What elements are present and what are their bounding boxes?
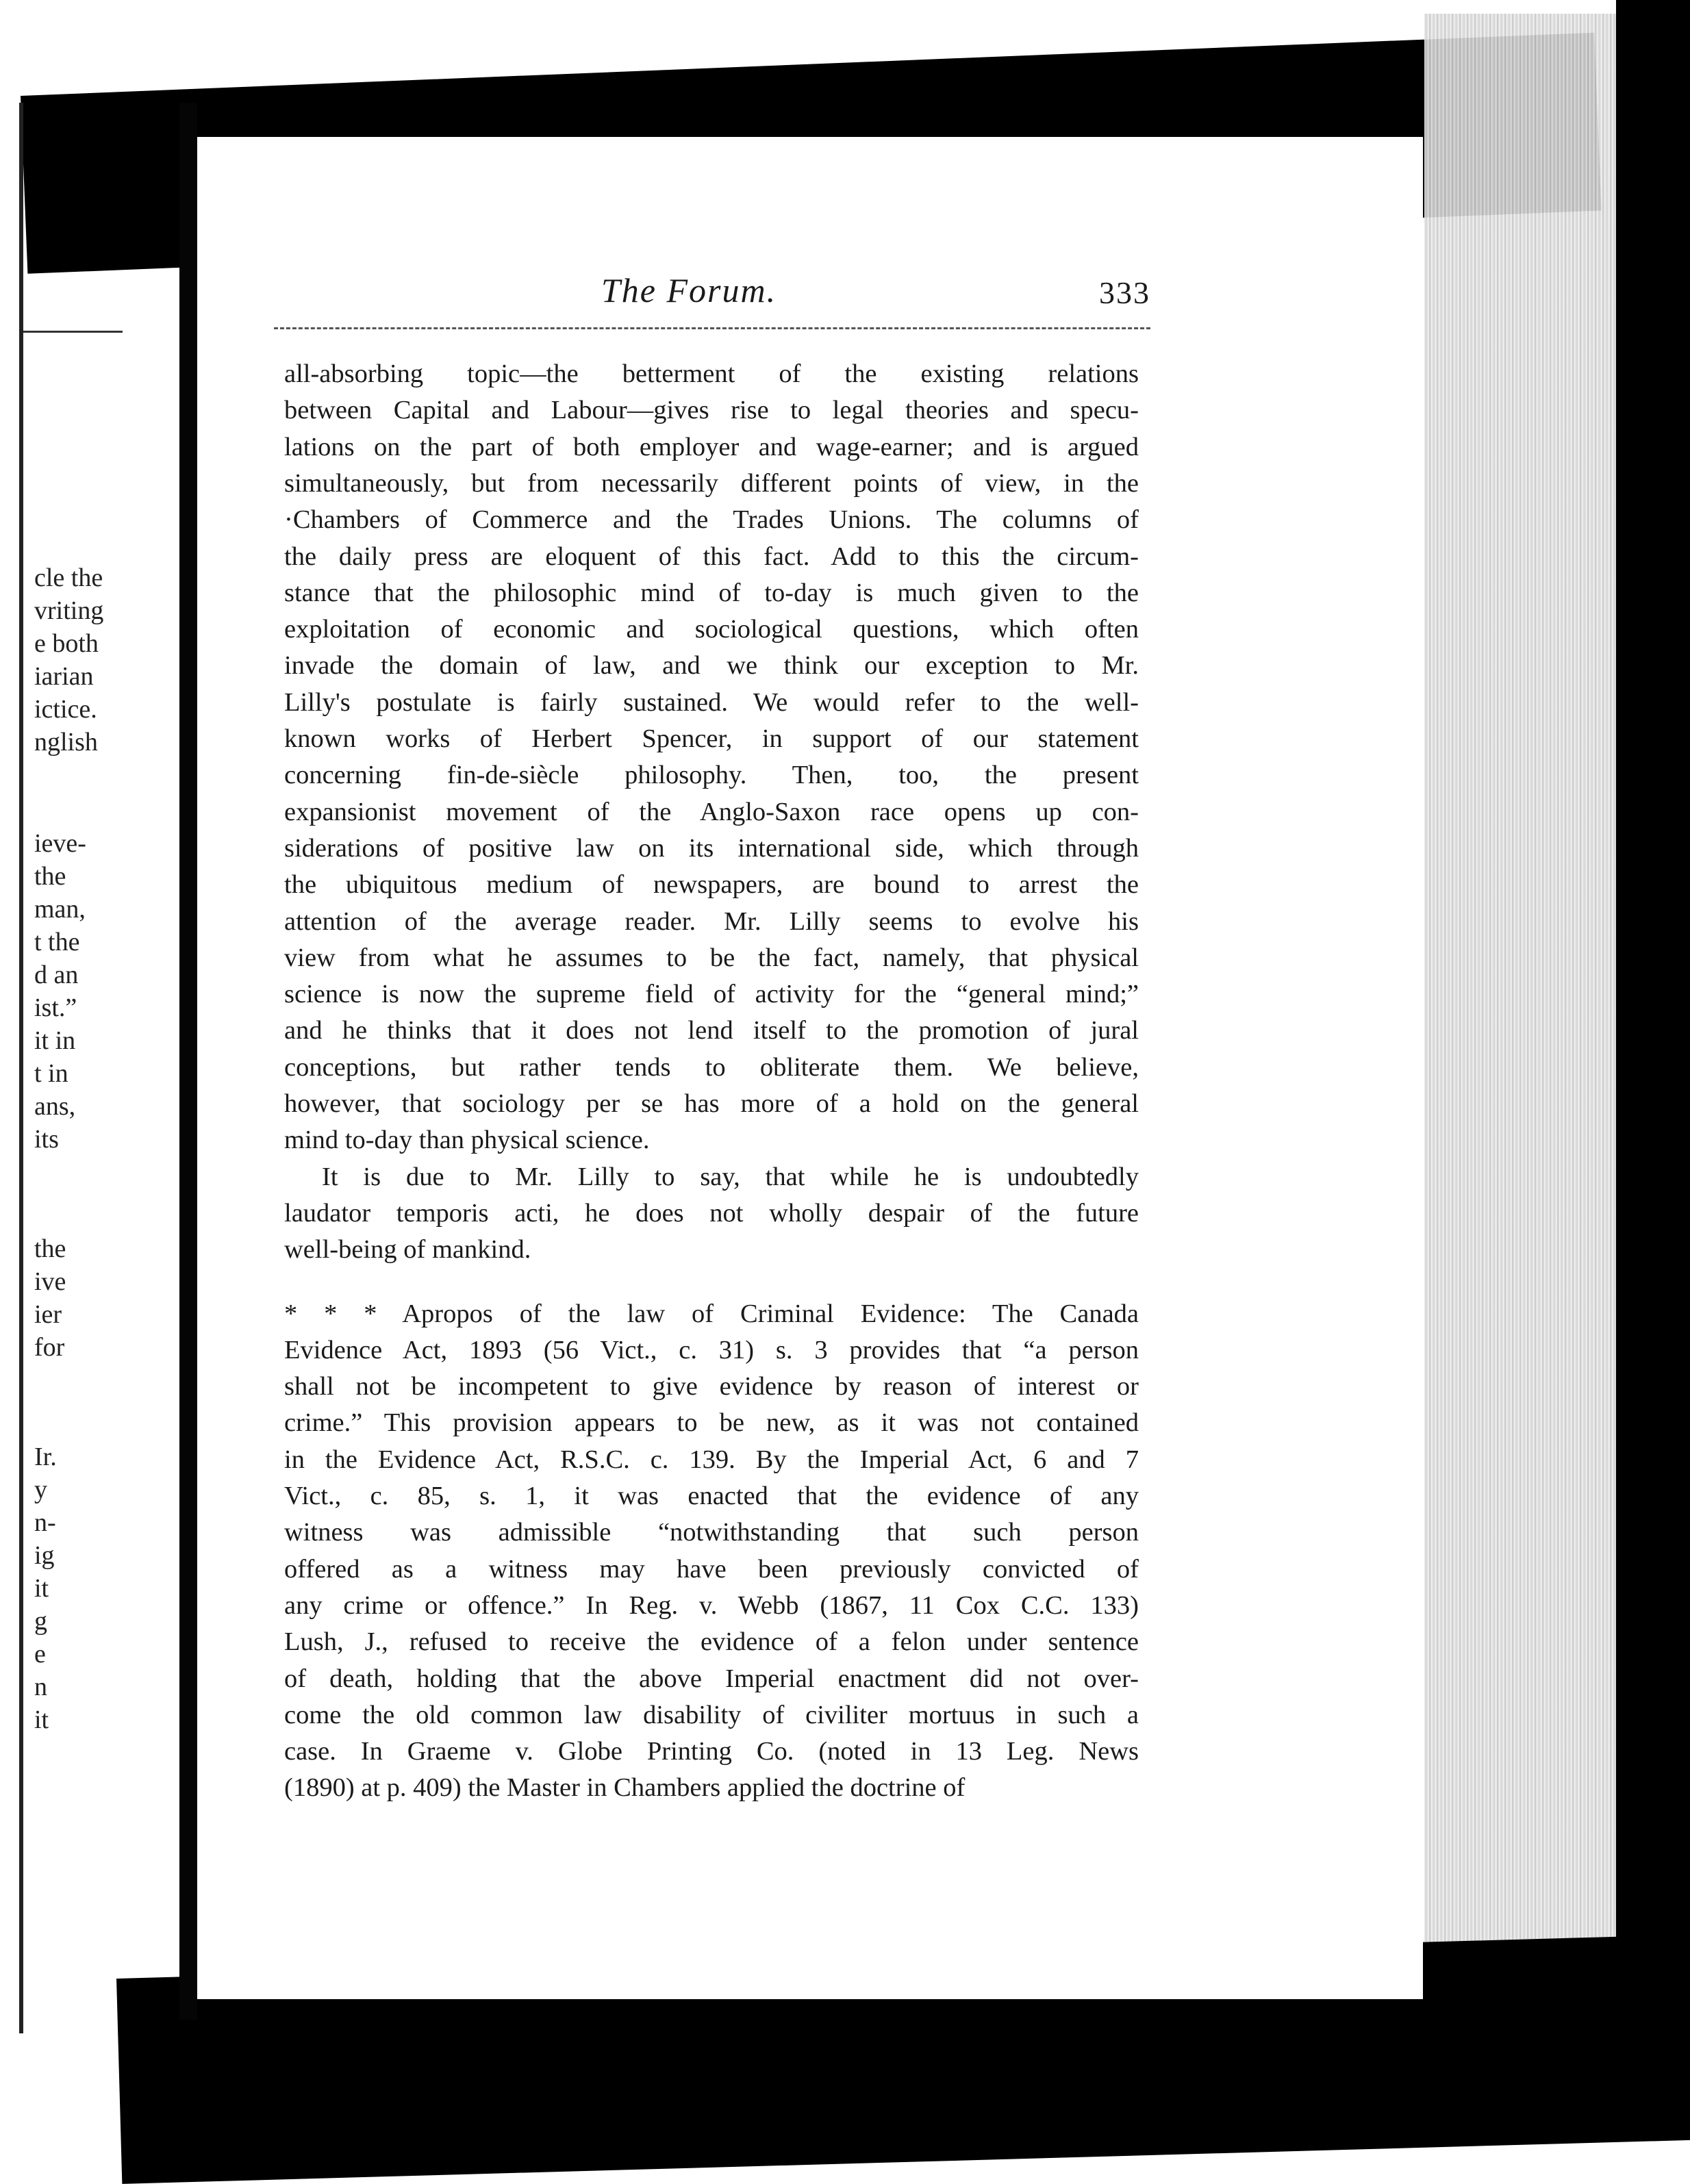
text-line: science is now the supreme field of activity for the “general mind;” [284,980,1139,1009]
page-number: 333 [1099,275,1150,310]
facing-page-fragment: cle the [34,563,103,592]
facing-page-fragment: it [34,1705,49,1734]
facing-page-fragment: its [34,1125,59,1154]
text-line: and he thinks that it does not lend itself to the promotion of jural [284,1016,1139,1045]
facing-page-fragment: iarian [34,662,94,691]
running-header [274,270,1150,318]
book-spine [179,103,197,2020]
text-line: all-absorbing topic—the betterment of the existing relations [284,359,1139,388]
text-line: in the Evidence Act, R.S.C. c. 139. By the Imperial Act, 6 and 7 [284,1445,1139,1474]
facing-page-fragment: for [34,1333,65,1362]
text-line: well-being of mankind. [284,1235,531,1265]
text-line: expansionist movement of the Anglo-Saxon race opens up con- [284,797,1139,826]
facing-page-fragment: ive [34,1267,66,1296]
text-line: known works of Herbert Spencer, in support of our statement [284,724,1139,753]
text-line: exploitation of economic and sociological questions, which often [284,615,1139,644]
text-line: Lilly's postulate is fairly sustained. We would refer to the well- [284,687,1139,717]
text-line: view from what he assumes to be the fact, namely, that physical [284,943,1139,972]
facing-page-fragment: vriting [34,596,104,625]
text-line: come the old common law disability of civiliter mortuus in such a [284,1700,1139,1729]
text-line: case. In Graeme v. Globe Printing Co. (noted in 13 Leg. News [284,1737,1139,1766]
facing-page-rule [23,331,123,333]
text-line: ·Chambers of Commerce and the Trades Unions. The columns of [284,505,1139,535]
text-line: witness was admissible “notwithstanding that such person [284,1518,1139,1547]
text-line: attention of the average reader. Mr. Lilly seems to evolve his [284,906,1139,936]
facing-page-fragment: e both [34,629,99,658]
text-line: of death, holding that the above Imperial enactment did not over- [284,1664,1139,1693]
text-line: stance that the philosophic mind of to-day is much given to the [284,578,1139,607]
facing-page-fragment: y [34,1475,47,1504]
text-line: mind to-day than physical science. [284,1126,650,1155]
facing-page-fragment: ictice. [34,695,97,724]
facing-page-fragment: nglish [34,728,98,757]
facing-page-fragment: it in [34,1026,76,1055]
facing-page-fragment: t the [34,928,80,956]
text-line: laudator temporis acti, he does not wholly despair of the future [284,1198,1139,1228]
text-line: the ubiquitous medium of newspapers, are bound to arrest the [284,870,1139,900]
text-line: the daily press are eloquent of this fact. Add to this the circum- [284,542,1139,571]
text-line: Evidence Act, 1893 (56 Vict., c. 31) s. 3 provides that “a person [284,1335,1139,1364]
text-line: offered as a witness may have been previously convicted of [284,1554,1139,1584]
facing-page-edge [19,103,23,2033]
facing-page-fragment: ans, [34,1092,76,1121]
text-line: concerning fin-de-siècle philosophy. Then, too, the present [284,761,1139,790]
scan-shadow-right [1616,0,1690,2040]
text-line: * * * Apropos of the law of Criminal Evidence: The Canada [284,1299,1139,1328]
facing-page-fragment: n [34,1673,47,1701]
facing-page-fragment: Ir. [34,1443,57,1471]
facing-page-fragment: d an [34,961,79,989]
text-line: crime.” This provision appears to be new, as it was not contained [284,1408,1139,1438]
text-line: siderations of positive law on its international side, which through [284,833,1139,863]
facing-page-fragment: e [34,1640,46,1668]
text-line: Lush, J., refused to receive the evidence of a felon under sentence [284,1627,1139,1657]
journal-title: The Forum. [601,271,777,309]
header-rule [274,327,1150,329]
text-line: It is due to Mr. Lilly to say, that while he is undoubtedly [322,1162,1139,1191]
facing-page-fragment: n- [34,1508,56,1537]
text-line: Vict., c. 85, s. 1, it was enacted that the evidence of any [284,1482,1139,1510]
text-line: between Capital and Labour—gives rise to legal theories and specu- [284,396,1139,425]
facing-page-fragment: man, [34,895,86,924]
facing-page-fragment: the [34,1234,66,1263]
text-line: simultaneously, but from necessarily different points of view, in the [284,468,1139,498]
text-line: lations on the part of both employer and wage-earner; and is argued [284,432,1139,461]
text-line: however, that sociology per se has more of a hold on the general [284,1089,1139,1118]
text-line: shall not be incompetent to give evidence by reason of interest or [284,1372,1139,1401]
text-line: (1890) at p. 409) the Master in Chambers applied the doctrine of [284,1773,966,1803]
facing-page-fragment: it [34,1574,49,1603]
facing-page-fragment: ist.” [34,993,77,1022]
facing-page-fragment: ig [34,1541,55,1570]
facing-page-fragment: g [34,1607,47,1636]
facing-page-fragment: ieve- [34,829,86,858]
facing-page-fragment: the [34,862,66,891]
text-line: invade the domain of law, and we think our exception to Mr. [284,651,1139,681]
facing-page-fragment: ier [34,1300,62,1329]
text-line: conceptions, but rather tends to obliterate them. We believe, [284,1052,1139,1082]
facing-page-fragment: t in [34,1059,68,1088]
text-line: any crime or offence.” In Reg. v. Webb (1867, 11 Cox C.C. 133) [284,1590,1139,1620]
